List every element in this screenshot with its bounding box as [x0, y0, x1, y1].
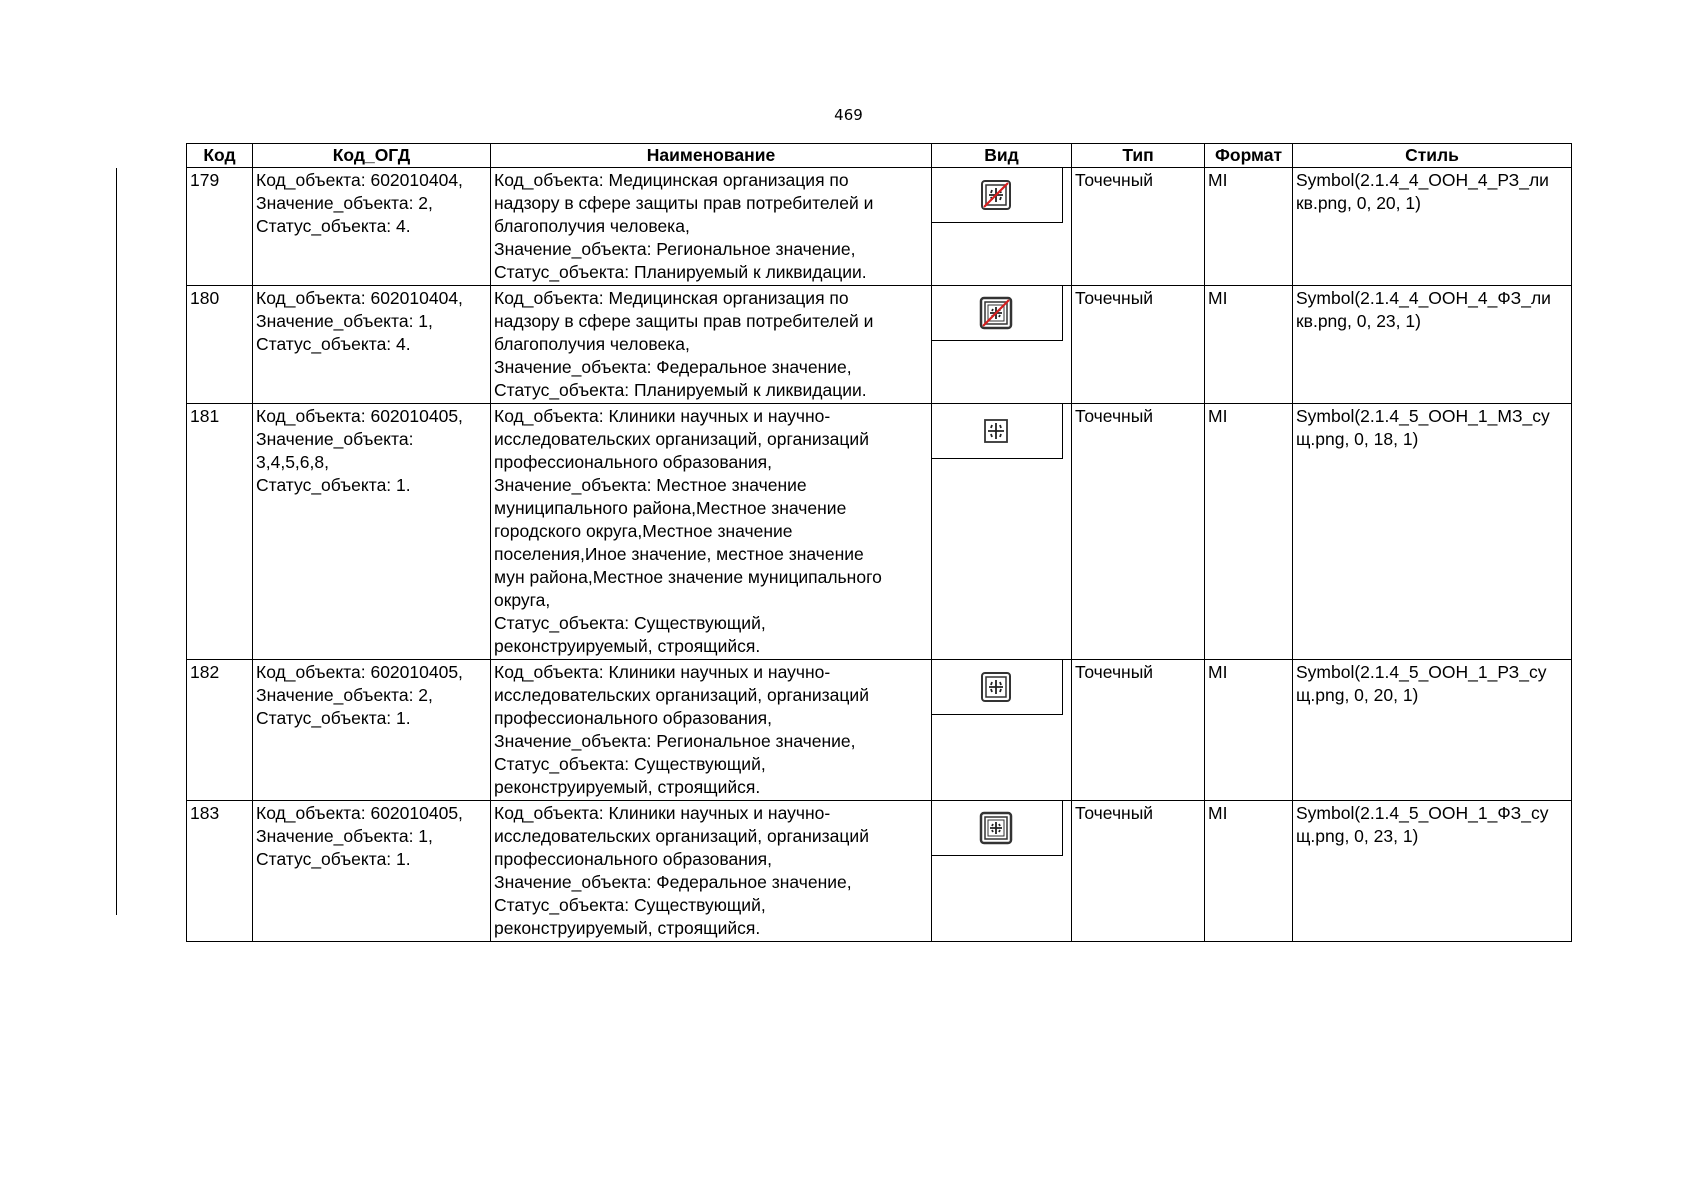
- ogd-line: Код_объекта: 602010405,: [256, 662, 463, 682]
- name-line: муниципального района,Местное значение: [494, 498, 847, 518]
- ogd-line: Код_объекта: 602010405,: [256, 406, 463, 426]
- cell-code: 183: [187, 801, 253, 942]
- name-line: профессионального образования,: [494, 849, 772, 869]
- cell-ogd: [253, 168, 491, 286]
- ogd-line: Значение_объекта: 2,: [256, 685, 433, 705]
- name-line: реконструируемый, строящийся.: [494, 636, 761, 656]
- style-line: щ.png, 0, 23, 1): [1296, 826, 1419, 846]
- name-line: Код_объекта: Клиники научных и научно-: [494, 406, 831, 426]
- cell-code: 179: [187, 168, 253, 286]
- name-line: Значение_объекта: Региональное значение,: [494, 731, 856, 751]
- name-line: профессионального образования,: [494, 452, 772, 472]
- ogd-line: Значение_объекта: 1,: [256, 311, 433, 331]
- ogd-line: Статус_объекта: 1.: [256, 475, 411, 495]
- cell-name: [491, 801, 932, 942]
- table-row: [187, 168, 1572, 286]
- symbol-preview-box: [932, 660, 1063, 715]
- cell-ogd: [253, 660, 491, 801]
- header-name: Наименование: [491, 144, 932, 168]
- name-line: Статус_объекта: Существующий,: [494, 895, 766, 915]
- cell-format: MI: [1205, 286, 1293, 404]
- name-line: Статус_объекта: Существующий,: [494, 754, 766, 774]
- cell-view: [932, 168, 1072, 286]
- ogd-line: Значение_объекта: 2,: [256, 193, 433, 213]
- style-line: кв.png, 0, 23, 1): [1296, 311, 1421, 331]
- cell-style: [1293, 286, 1572, 404]
- name-line: мун района,Местное значение муниципального: [494, 567, 882, 587]
- cell-type: Точечный: [1072, 168, 1205, 286]
- name-line: исследовательских организаций, организаций: [494, 685, 869, 705]
- cell-style: [1293, 660, 1572, 801]
- ogd-line: Код_объекта: 602010404,: [256, 288, 463, 308]
- cell-ogd: [253, 801, 491, 942]
- ogd-line: Значение_объекта:: [256, 429, 414, 449]
- table-row: [187, 801, 1572, 942]
- name-line: Код_объекта: Клиники научных и научно-: [494, 662, 831, 682]
- symbol-preview-box: [932, 286, 1063, 341]
- style-line: кв.png, 0, 20, 1): [1296, 193, 1421, 213]
- header-code: Код: [187, 144, 253, 168]
- header-format: Формат: [1205, 144, 1293, 168]
- table-header-row: [187, 144, 1572, 168]
- style-line: Symbol(2.1.4_5_ООН_1_РЗ_су: [1296, 662, 1547, 682]
- name-line: исследовательских организаций, организаций: [494, 429, 869, 449]
- header-style: Стиль: [1293, 144, 1572, 168]
- name-line: реконструируемый, строящийся.: [494, 918, 761, 938]
- cell-format: MI: [1205, 168, 1293, 286]
- name-line: исследовательских организаций, организаций: [494, 826, 869, 846]
- style-line: Symbol(2.1.4_5_ООН_1_МЗ_су: [1296, 406, 1550, 426]
- name-line: благополучия человека,: [494, 334, 690, 354]
- cell-style: [1293, 404, 1572, 660]
- name-line: Код_объекта: Клиники научных и научно-: [494, 803, 831, 823]
- name-line: округа,: [494, 590, 551, 610]
- name-line: Значение_объекта: Федеральное значение,: [494, 872, 852, 892]
- margin-line: [116, 168, 117, 915]
- cell-view: [932, 404, 1072, 660]
- table-row: [187, 404, 1572, 660]
- header-type: Тип: [1072, 144, 1205, 168]
- ogd-line: 3,4,5,6,8,: [256, 452, 329, 472]
- style-line: Symbol(2.1.4_4_ООН_4_ФЗ_ли: [1296, 288, 1551, 308]
- research-clinic-regional-existing-icon: [979, 670, 1013, 704]
- ogd-line: Статус_объекта: 4.: [256, 334, 411, 354]
- ogd-line: Статус_объекта: 4.: [256, 216, 411, 236]
- research-clinic-federal-existing-icon: [979, 811, 1013, 845]
- symbol-preview-box: [932, 404, 1063, 459]
- name-line: Статус_объекта: Планируемый к ликвидации.: [494, 380, 867, 400]
- medical-supervision-regional-liquidation-icon: [979, 178, 1013, 212]
- ogd-line: Код_объекта: 602010405,: [256, 803, 463, 823]
- name-line: Код_объекта: Медицинская организация по: [494, 170, 849, 190]
- cell-format: MI: [1205, 404, 1293, 660]
- table-row: [187, 660, 1572, 801]
- cell-type: Точечный: [1072, 286, 1205, 404]
- table-row: [187, 286, 1572, 404]
- symbol-preview-box: [932, 801, 1063, 856]
- cell-view: [932, 286, 1072, 404]
- header-ogd: Код_ОГД: [253, 144, 491, 168]
- research-clinic-local-existing-icon: [979, 414, 1013, 448]
- cell-style: [1293, 801, 1572, 942]
- style-line: Symbol(2.1.4_5_ООН_1_ФЗ_су: [1296, 803, 1549, 823]
- cell-name: [491, 404, 932, 660]
- name-line: Статус_объекта: Существующий,: [494, 613, 766, 633]
- page-number: 469: [834, 106, 863, 124]
- cell-view: [932, 660, 1072, 801]
- name-line: Значение_объекта: Региональное значение,: [494, 239, 856, 259]
- style-line: щ.png, 0, 18, 1): [1296, 429, 1419, 449]
- name-line: поселения,Иное значение, местное значение: [494, 544, 864, 564]
- name-line: Статус_объекта: Планируемый к ликвидации.: [494, 262, 867, 282]
- style-line: Symbol(2.1.4_4_ООН_4_РЗ_ли: [1296, 170, 1549, 190]
- cell-type: Точечный: [1072, 404, 1205, 660]
- style-line: щ.png, 0, 20, 1): [1296, 685, 1419, 705]
- name-line: профессионального образования,: [494, 708, 772, 728]
- cell-ogd: [253, 286, 491, 404]
- cell-type: Точечный: [1072, 660, 1205, 801]
- name-line: надзору в сфере защиты прав потребителей и: [494, 193, 874, 213]
- name-line: надзору в сфере защиты прав потребителей и: [494, 311, 874, 331]
- cell-code: 181: [187, 404, 253, 660]
- ogd-line: Код_объекта: 602010404,: [256, 170, 463, 190]
- cell-ogd: [253, 404, 491, 660]
- cell-name: [491, 286, 932, 404]
- ogd-line: Статус_объекта: 1.: [256, 849, 411, 869]
- cell-code: 182: [187, 660, 253, 801]
- name-line: Код_объекта: Медицинская организация по: [494, 288, 849, 308]
- name-line: Значение_объекта: Местное значение: [494, 475, 807, 495]
- symbol-preview-box: [932, 168, 1063, 223]
- cell-name: [491, 168, 932, 286]
- cell-format: MI: [1205, 660, 1293, 801]
- cell-view: [932, 801, 1072, 942]
- cell-format: MI: [1205, 801, 1293, 942]
- name-line: реконструируемый, строящийся.: [494, 777, 761, 797]
- cell-type: Точечный: [1072, 801, 1205, 942]
- medical-supervision-federal-liquidation-icon: [979, 296, 1013, 330]
- name-line: Значение_объекта: Федеральное значение,: [494, 357, 852, 377]
- header-view: Вид: [932, 144, 1072, 168]
- name-line: городского округа,Местное значение: [494, 521, 793, 541]
- ogd-line: Значение_объекта: 1,: [256, 826, 433, 846]
- ogd-line: Статус_объекта: 1.: [256, 708, 411, 728]
- cell-code: 180: [187, 286, 253, 404]
- cell-name: [491, 660, 932, 801]
- name-line: благополучия человека,: [494, 216, 690, 236]
- legend-table: [186, 143, 1572, 942]
- cell-style: [1293, 168, 1572, 286]
